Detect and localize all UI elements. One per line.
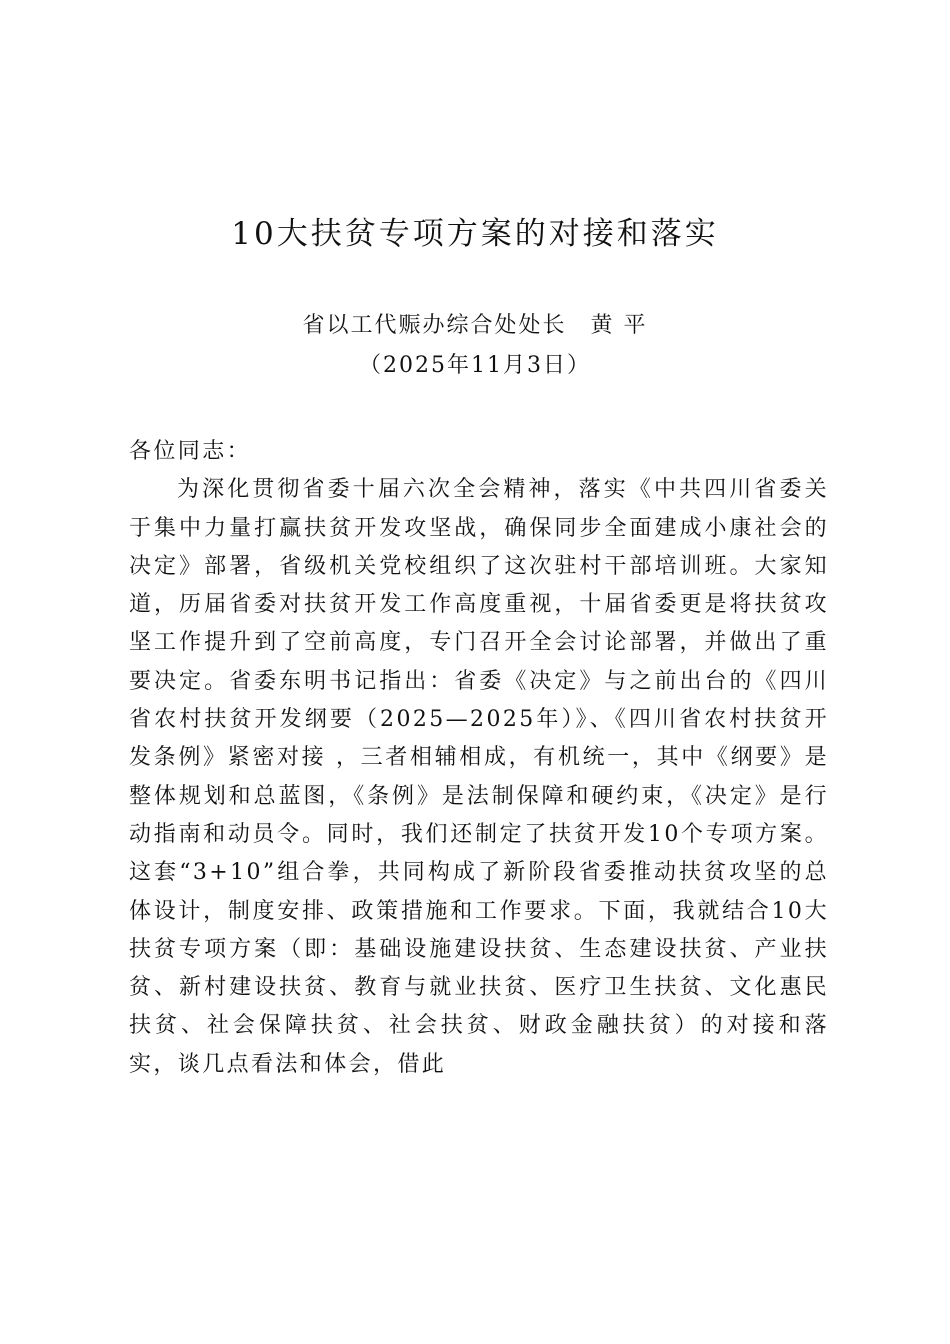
salutation: 各位同志： [129, 439, 252, 464]
body-paragraph: 为深化贯彻省委十届六次全会精神，落实《中共四川省委关于集中力量打赢扶贫开发攻坚战，确保同步全面建成小康社会的决定》部署，省级机关党校组织了这次驻村干部培训班。大家知道，历届省委对扶贫开发工作高度重视，十届省委更是将扶贫攻坚工作提升到了空前高度，专门召开全会讨论部署，并做出了重要决定。省委东明书记指出：省委《决定》与之前出台的《四川省农村扶贫开发纲要（2025—2025年）》、《四川省农村扶贫开发条例》紧密对接 ，三者相辅相成，有机统一，其中《纲要》是整体规划和总蓝图，《条例》是法制保障和硬约束，《决定》是行动指南和动员令。同时，我们还制定了扶贫开发10个专项方案。这套“3+10”组合拳，共同构成了新阶段省委推动扶贫攻坚的总体设计，制度安排、政策措施和工作要求。下面，我就结合10大扶贫专项方案（即：基础设施建设扶贫、生态建设扶贫、产业扶贫、新村建设扶贫、教育与就业扶贫、医疗卫生扶贫、文化惠民扶贫、社会保障扶贫、社会扶贫、财政金融扶贫）的对接和落实，谈几点看法和体会，借此 [129, 477, 829, 1077]
author-line: 省以工代赈办综合处处长 黄 平 [302, 313, 648, 338]
document-body [129, 433, 829, 1084]
document-title: 10大扶贫专项方案的对接和落实 [231, 216, 719, 252]
date-line: （2025年11月3日） [359, 353, 591, 378]
